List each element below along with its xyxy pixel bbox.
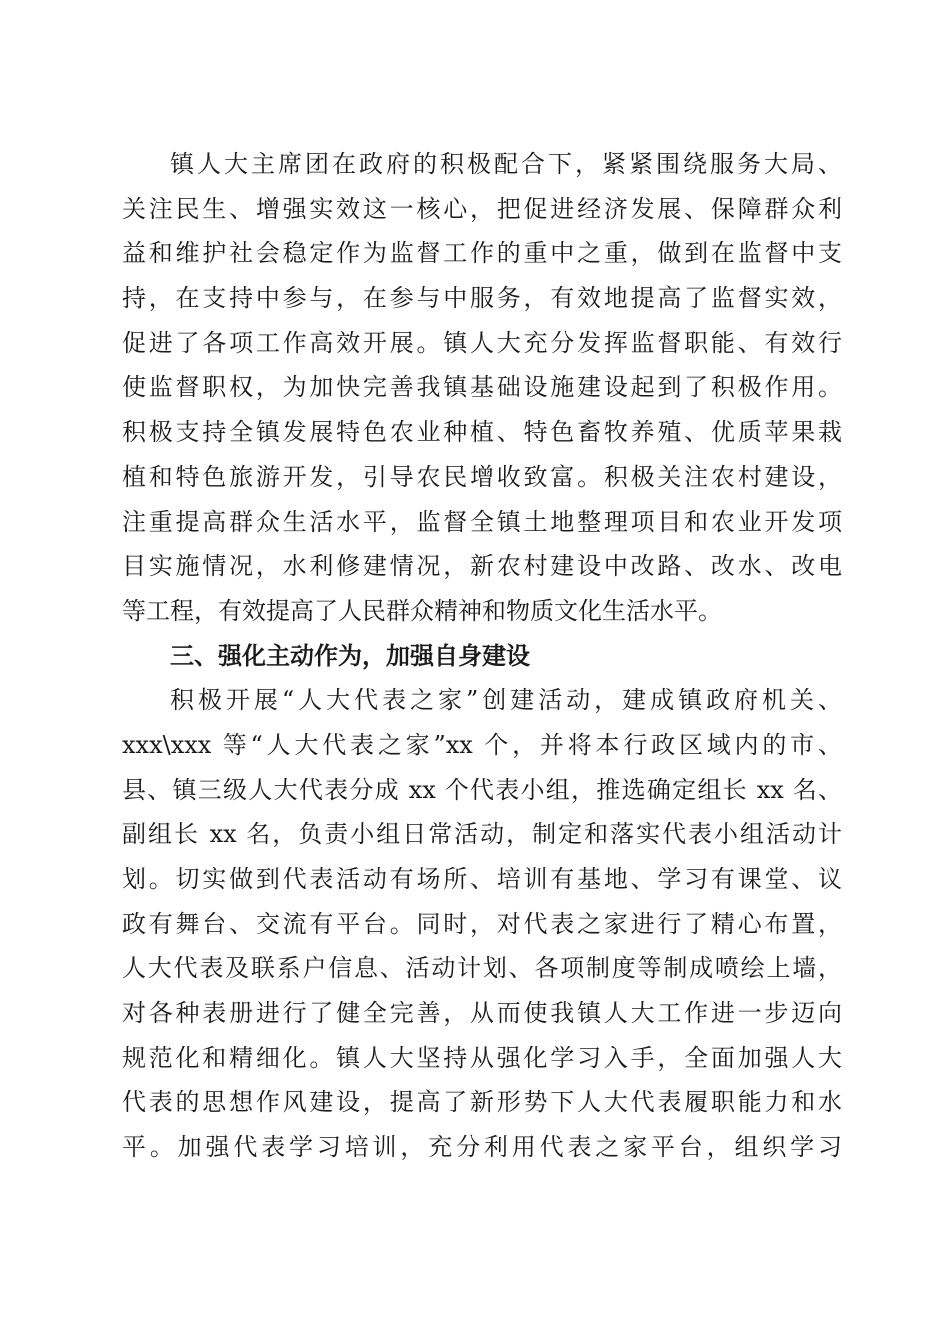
paragraph-line: 副组长 xx 名，负责小组日常活动，制定和落实代表小组活动计 — [122, 820, 842, 849]
paragraph-line: 划。切实做到代表活动有场所、培训有基地、学习有课堂、议 — [122, 865, 842, 893]
paragraph-line: 注重提高群众生活水平，监督全镇土地整理项目和农业开发项 — [122, 507, 842, 536]
paragraph-line: 积极支持全镇发展特色农业种植、特色畜牧养殖、优质苹果栽 — [122, 418, 842, 447]
paragraph-line: 积极开展“人大代表之家”创建活动，建成镇政府机关、 — [170, 686, 842, 715]
paragraph-line: xxx\xxx 等“人大代表之家”xx 个，并将本行政区域内的市、 — [122, 730, 842, 759]
paragraph-line: 镇人大主席团在政府的积极配合下，紧紧围绕服务大局、 — [170, 150, 842, 178]
paragraph-line: 持，在支持中参与，在参与中服务，有效地提高了监督实效， — [122, 284, 842, 313]
paragraph-line: 目实施情况，水利修建情况，新农村建设中改路、改水、改电 — [122, 552, 842, 581]
paragraph-line: 对各种表册进行了健全完善，从而使我镇人大工作进一步迈向 — [122, 999, 842, 1028]
paragraph-line: 关注民生、增强实效这一核心，把促进经济发展、保障群众利 — [122, 194, 842, 223]
paragraph-line: 使监督职权，为加快完善我镇基础设施建设起到了积极作用。 — [122, 373, 842, 402]
paragraph-supervision — [122, 142, 842, 634]
paragraph-line: 等工程，有效提高了人民群众精神和物质文化生活水平。 — [122, 596, 722, 625]
paragraph-line: 代表的思想作风建设，提高了新形势下人大代表履职能力和水 — [122, 1088, 842, 1117]
paragraph-line: 规范化和精细化。镇人大坚持从强化学习入手，全面加强人大 — [122, 1043, 842, 1072]
paragraph-line: 益和维护社会稳定作为监督工作的重中之重，做到在监督中支 — [122, 239, 842, 268]
paragraph-line: 县、镇三级人大代表分成 xx 个代表小组，推选确定组长 xx 名、 — [122, 775, 842, 804]
paragraph-line: 植和特色旅游开发，引导农民增收致富。积极关注农村建设， — [122, 462, 842, 491]
document-body — [122, 142, 842, 1170]
paragraph-line: 人大代表及联系户信息、活动计划、各项制度等制成喷绘上墙， — [122, 954, 842, 983]
paragraph-self-construction — [122, 678, 842, 1170]
section-heading: 三、强化主动作为，加强自身建设 — [170, 641, 530, 670]
paragraph-line: 平。加强代表学习培训，充分利用代表之家平台，组织学习 — [122, 1133, 842, 1162]
paragraph-line: 政有舞台、交流有平台。同时，对代表之家进行了精心布置， — [122, 909, 842, 938]
paragraph-line: 促进了各项工作高效开展。镇人大充分发挥监督职能、有效行 — [122, 328, 842, 357]
